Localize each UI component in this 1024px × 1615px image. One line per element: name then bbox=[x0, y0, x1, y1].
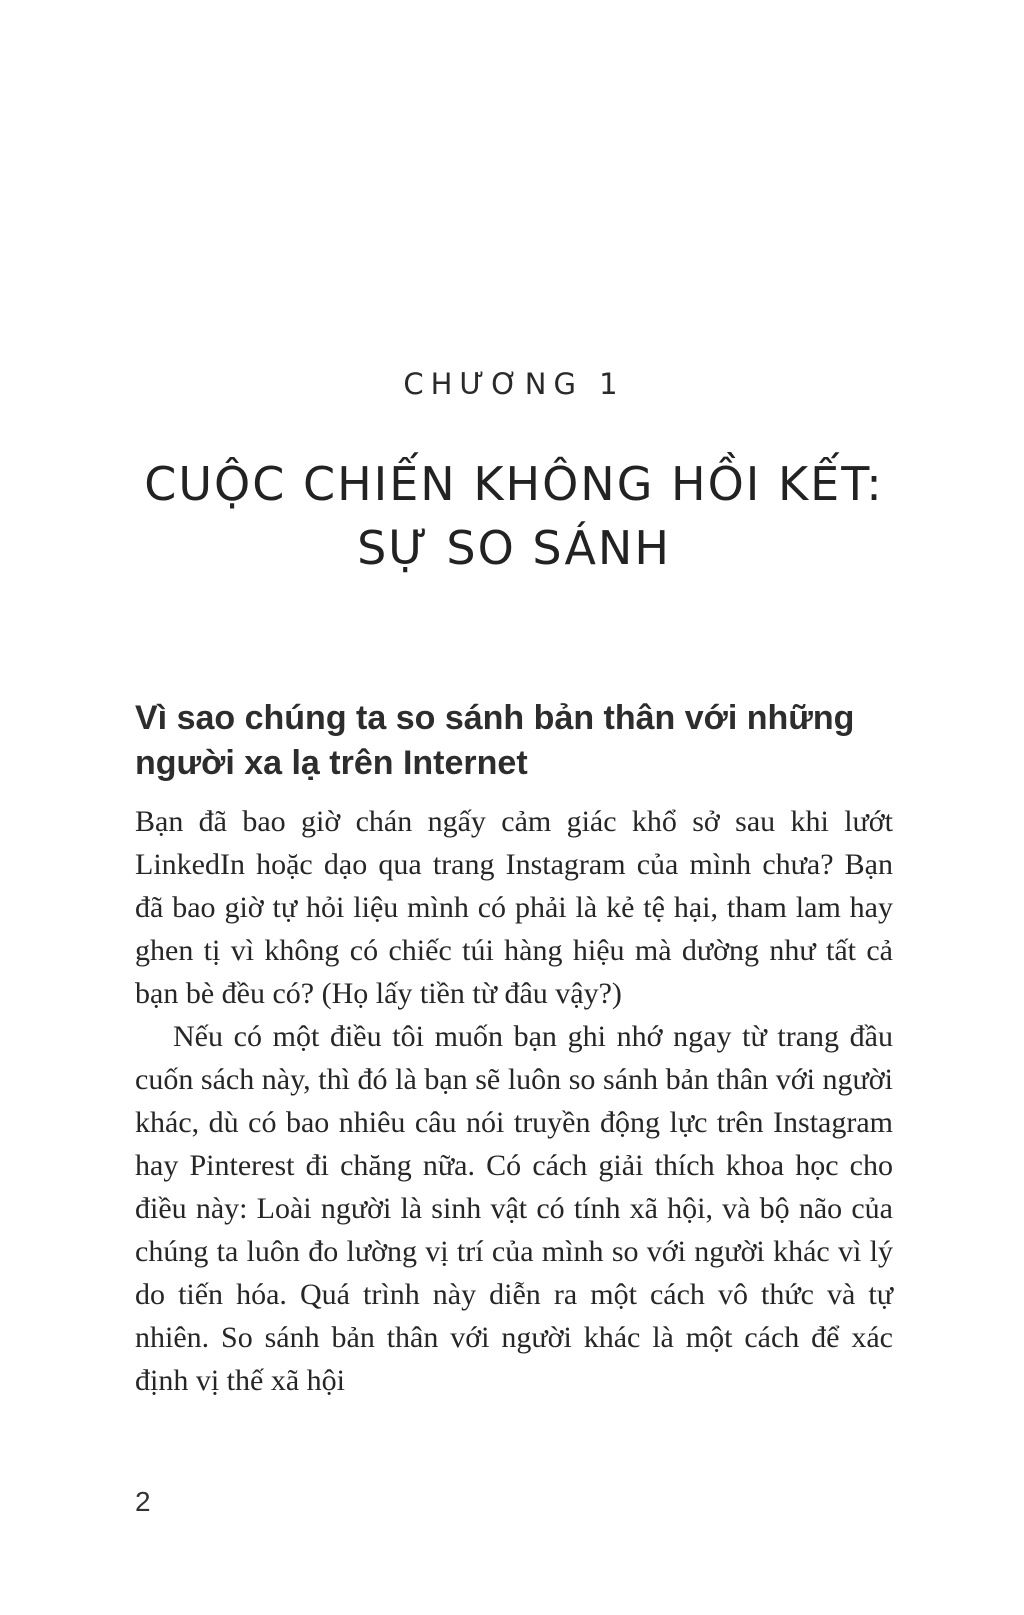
chapter-title-line-1: CUỘC CHIẾN KHÔNG HỒI KẾT: bbox=[144, 457, 884, 511]
page-number: 2 bbox=[135, 1486, 151, 1517]
chapter-title-line-2: SỰ SO SÁNH bbox=[357, 521, 671, 575]
paragraph-1: Bạn đã bao giờ chán ngấy cảm giác khổ sở sau khi lướt LinkedIn hoặc dạo qua trang Instagram của mình chưa? Bạn đã bao giờ tự hỏi liệu mình có phải là kẻ tệ hại, tham lam hay ghen tị vì không có chiếc túi hàng hiệu mà dường như tất cả bạn bè đều có? (Họ lấy tiền từ đâu vậy?) bbox=[135, 805, 893, 1010]
chapter-label: CHƯƠNG 1 bbox=[403, 367, 625, 401]
section-heading-line-2: người xa lạ trên Internet bbox=[135, 744, 528, 782]
section-heading bbox=[135, 696, 893, 786]
chapter-title bbox=[135, 452, 893, 580]
section-heading-line-1: Vì sao chúng ta so sánh bản thân với những bbox=[135, 699, 855, 737]
text-column bbox=[135, 366, 893, 1402]
paragraph-2: Nếu có một điều tôi muốn bạn ghi nhớ ngay từ trang đầu cuốn sách này, thì đó là bạn sẽ luôn so sánh bản thân với người khác, dù có bao nhiêu câu nói truyền động lực trên Instagram hay Pinterest đi chăng nữa. Có cách giải thích khoa học cho điều này: Loài người là sinh vật có tính xã hội, và bộ não của chúng ta luôn đo lường vị trí của mình so với người khác vì lý do tiến hóa. Quá trình này diễn ra một cách vô thức và tự nhiên. So sánh bản thân với người khác là một cách để xác định vị thế xã hội bbox=[135, 1020, 893, 1397]
body-text bbox=[135, 800, 893, 1402]
